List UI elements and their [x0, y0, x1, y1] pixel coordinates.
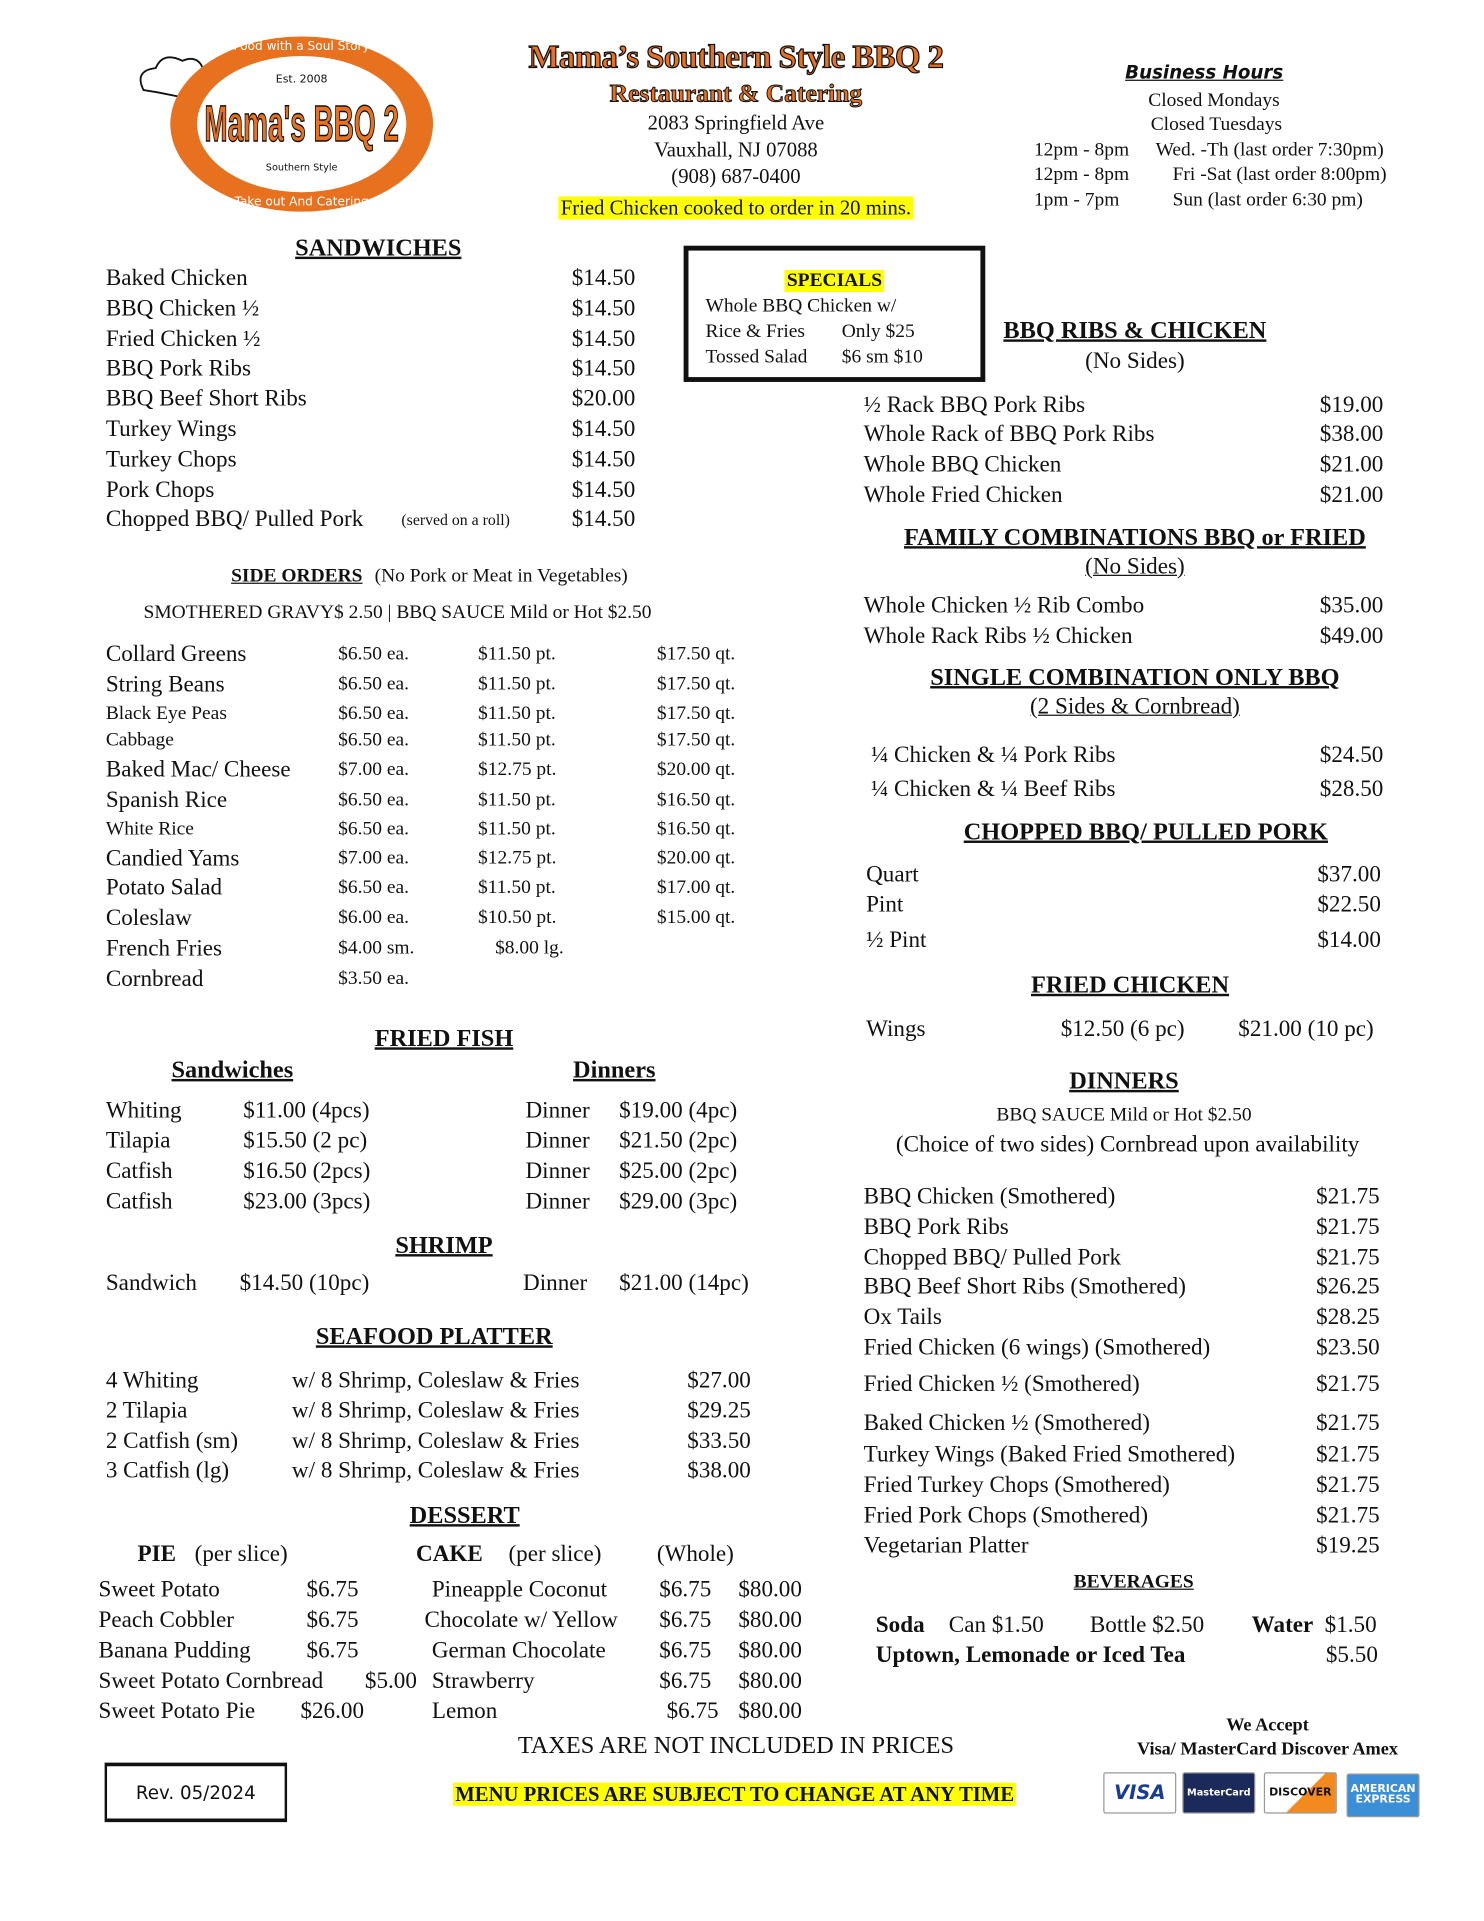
dessert-cell-2: Pineapple Coconut	[431, 1577, 608, 1603]
dessert-cell-2: Strawberry	[431, 1668, 535, 1694]
fried-cell-1: $12.50 (6 pc)	[1060, 1016, 1185, 1042]
ribs-cell-0: Whole Fried Chicken	[863, 482, 1063, 508]
pie-note: (per slice)	[194, 1541, 288, 1568]
dessert-cell-1: $6.75	[306, 1637, 359, 1664]
sides-cell-2: $11.50 pt.	[478, 789, 556, 811]
dessert-heading: DESSERT	[409, 1502, 520, 1530]
dinners-cell-1: $21.75	[1316, 1442, 1380, 1468]
soda-bottle-price: Bottle $2.50	[1089, 1612, 1205, 1638]
dinners-cell-1: $28.25	[1316, 1304, 1380, 1331]
dinners-cell-0: Chopped BBQ/ Pulled Pork	[863, 1244, 1122, 1271]
accepted-cards: Visa/ MasterCard Discover Amex	[1137, 1740, 1398, 1760]
special-price: $6 sm $10	[841, 346, 923, 368]
sides-cell-0: Cornbread	[105, 966, 204, 992]
platter-cell-0: 2 Tilapia	[105, 1398, 188, 1424]
taxes-notice: TAXES ARE NOT INCLUDED IN PRICES	[517, 1732, 955, 1759]
other-drinks-price: $5.50	[1325, 1642, 1378, 1669]
sides-cell-2: $11.50 pt.	[478, 673, 556, 695]
chopped-cell-0: ½ Pint	[866, 927, 927, 954]
dessert-cell-3: $6.75	[666, 1698, 719, 1725]
hours-days: Sun (last order 6:30 pm)	[1172, 189, 1363, 211]
ribs-cell-1: $38.00	[1319, 421, 1384, 448]
dinners-cell-0: Fried Pork Chops (Smothered)	[863, 1502, 1149, 1529]
restaurant-subtitle: Restaurant & Catering	[609, 78, 863, 108]
discover-icon: DISCOVER	[1264, 1772, 1337, 1813]
sides-cell-2: $10.50 pt.	[478, 907, 557, 929]
sides-cell-3: $17.00 qt.	[656, 877, 736, 898]
sandwiches-cell-2: $14.50	[571, 507, 636, 533]
sides-heading: SIDE ORDERS	[231, 565, 363, 587]
sides-cell-1: $6.50 ea.	[338, 818, 409, 840]
address-line-1: 2083 Springfield Ave	[647, 111, 825, 135]
sandwiches-cell-1: (served on a roll)	[401, 510, 510, 530]
shrimp-cell-2: Dinner	[523, 1270, 588, 1297]
sandwiches-cell-2: $14.50	[571, 326, 636, 352]
sides-cell-0: White Rice	[105, 818, 194, 840]
family-cell-0: Whole Rack Ribs ½ Chicken	[863, 623, 1133, 649]
sides-note: (No Pork or Meat in Vegetables)	[374, 565, 628, 587]
amex-icon: AMERICAN EXPRESS	[1347, 1774, 1420, 1818]
fish-cell-0: Tilapia	[105, 1128, 171, 1154]
sides-cell-0: Cabbage	[105, 729, 174, 751]
fish-cell-3: $29.00 (3pc)	[619, 1189, 738, 1215]
fish-cell-0: Catfish	[105, 1189, 173, 1215]
family-note: (No Sides)	[1085, 554, 1185, 580]
dessert-cell-3: $6.75	[659, 1668, 712, 1694]
restaurant-name: Mama’s Southern Style BBQ 2	[528, 38, 944, 75]
single-note: (2 Sides & Cornbread)	[1029, 693, 1240, 720]
platter-cell-1: w/ 8 Shrimp, Coleslaw & Fries	[291, 1367, 580, 1394]
sides-cell-2: $11.50 pt.	[478, 729, 556, 751]
hours-days: Wed. -Th (last order 7:30pm)	[1155, 139, 1384, 161]
special-item: Tossed Salad	[705, 346, 808, 368]
fish-cell-3: $25.00 (2pc)	[619, 1158, 738, 1185]
platter-cell-2: $38.00	[687, 1457, 751, 1484]
dinners-cell-1: $19.25	[1316, 1533, 1380, 1559]
sides-cell-0: String Beans	[105, 672, 225, 698]
sides-cell-0: Candied Yams	[105, 846, 240, 872]
dinners-cell-0: BBQ Beef Short Ribs (Smothered)	[863, 1274, 1186, 1300]
sides-cell-1: $6.50 ea.	[338, 703, 409, 724]
logo-ring-top: Food with a Soul Story	[233, 38, 370, 53]
sides-cell-1: $4.00 sm.	[338, 937, 415, 959]
sandwiches-cell-0: Turkey Wings	[105, 416, 237, 443]
dinners-cell-0: Turkey Wings (Baked Fried Smothered)	[863, 1442, 1236, 1468]
dinners-cell-0: Fried Turkey Chops (Smothered)	[863, 1472, 1170, 1498]
sandwiches-cell-2: $14.50	[571, 416, 636, 443]
dessert-cell-4: $80.00	[738, 1698, 802, 1725]
sides-cell-2: $11.50 pt.	[478, 818, 556, 840]
dinners-cell-1: $21.75	[1316, 1371, 1380, 1398]
platter-cell-2: $27.00	[687, 1367, 751, 1394]
family-heading: FAMILY COMBINATIONS BBQ or FRIED	[903, 524, 1366, 552]
ribs-cell-1: $21.00	[1319, 451, 1384, 478]
price-change-notice: MENU PRICES ARE SUBJECT TO CHANGE AT ANY TIME	[453, 1783, 1017, 1806]
platter-cell-0: 3 Catfish (lg)	[105, 1457, 230, 1484]
special-price: Only $25	[841, 321, 915, 342]
ribs-heading: BBQ RIBS & CHICKEN	[1003, 317, 1267, 345]
family-cell-1: $49.00	[1319, 623, 1384, 649]
sandwiches-cell-2: $14.50	[571, 295, 636, 322]
logo-est: Est. 2008	[275, 72, 328, 86]
sides-cell-0: Baked Mac/ Cheese	[105, 757, 291, 783]
chopped-cell-1: $14.00	[1317, 927, 1381, 954]
sides-cell-1: $6.50 ea.	[338, 729, 409, 751]
fish-dinners-heading: Dinners	[573, 1057, 656, 1084]
cake-note: (per slice)	[508, 1541, 602, 1568]
ribs-cell-0: Whole Rack of BBQ Pork Ribs	[863, 421, 1155, 448]
sides-cell-1: $6.50 ea.	[338, 643, 409, 665]
sandwiches-cell-2: $20.00	[571, 386, 636, 412]
sandwiches-cell-0: Fried Chicken ½	[105, 326, 261, 352]
sandwiches-cell-0: BBQ Pork Ribs	[105, 356, 251, 382]
family-cell-0: Whole Chicken ½ Rib Combo	[863, 592, 1145, 619]
sandwiches-cell-0: Turkey Chops	[105, 446, 237, 473]
dessert-cell-1: $26.00	[300, 1698, 365, 1725]
business-hours-title: Business Hours	[1125, 61, 1284, 84]
revision-box: Rev. 05/2024	[105, 1763, 287, 1823]
dinners-cell-1: $23.50	[1316, 1334, 1380, 1361]
sides-cell-0: Spanish Rice	[105, 787, 228, 814]
ribs-cell-1: $21.00	[1319, 482, 1384, 508]
cake-heading: CAKE	[416, 1541, 483, 1568]
closed-mondays: Closed Mondays	[1148, 90, 1280, 111]
fish-cell-2: Dinner	[525, 1097, 590, 1124]
dessert-cell-3: $6.75	[659, 1637, 712, 1664]
logo	[131, 32, 442, 217]
hours-days: Fri -Sat (last order 8:00pm)	[1172, 164, 1387, 185]
fish-cell-0: Catfish	[105, 1158, 173, 1185]
special-item: Rice & Fries	[705, 321, 805, 342]
fried-cell-0: Wings	[866, 1016, 926, 1042]
sides-cell-2: $11.50 pt.	[478, 877, 556, 898]
dessert-cell-1: $6.75	[306, 1577, 359, 1603]
dinners-cell-0: Fried Chicken ½ (Smothered)	[863, 1371, 1140, 1398]
sides-cell-1: $3.50 ea.	[338, 968, 409, 989]
dinners-cell-1: $21.75	[1316, 1244, 1380, 1271]
platter-cell-0: 4 Whiting	[105, 1367, 199, 1394]
fish-cell-2: Dinner	[525, 1158, 590, 1185]
shrimp-cell-0: Sandwich	[105, 1270, 197, 1297]
sandwiches-cell-0: BBQ Beef Short Ribs	[105, 386, 307, 412]
dessert-cell-4: $80.00	[738, 1607, 802, 1634]
dessert-cell-0: Peach Cobbler	[98, 1607, 234, 1634]
platter-cell-1: w/ 8 Shrimp, Coleslaw & Fries	[291, 1457, 580, 1484]
hours-time: 12pm - 8pm	[1033, 164, 1130, 185]
sides-cell-2: $12.75 pt.	[478, 759, 557, 780]
dinners-cell-0: Ox Tails	[863, 1304, 942, 1331]
dinners-cell-1: $21.75	[1316, 1502, 1380, 1529]
single-cell-1: $24.50	[1319, 742, 1384, 769]
single-cell-0: ¼ Chicken & ¼ Pork Ribs	[870, 742, 1116, 769]
sandwiches-cell-2: $14.50	[571, 476, 636, 503]
ribs-cell-1: $19.00	[1319, 392, 1384, 418]
we-accept: We Accept	[1226, 1715, 1309, 1736]
dinners-cell-0: BBQ Pork Ribs	[863, 1214, 1009, 1241]
logo-ring-bottom: Take out And Catering	[234, 194, 369, 209]
chopped-cell-1: $37.00	[1317, 861, 1381, 888]
soda-label: Soda	[875, 1612, 925, 1638]
sides-cell-0: Potato Salad	[105, 875, 223, 901]
dessert-cell-3: $6.75	[659, 1577, 712, 1603]
sandwiches-cell-0: BBQ Chicken ½	[105, 295, 260, 322]
sides-cell-0: Black Eye Peas	[105, 703, 227, 724]
single-cell-1: $28.50	[1319, 776, 1384, 803]
chopped-cell-0: Quart	[866, 861, 919, 888]
sides-cell-3: $20.00 qt.	[656, 759, 736, 780]
sides-cell-3: $17.50 qt.	[656, 729, 736, 751]
ribs-cell-0: Whole BBQ Chicken	[863, 451, 1062, 478]
dessert-cell-0: Sweet Potato Pie	[98, 1698, 256, 1725]
sides-cell-3: $17.50 qt.	[656, 703, 736, 724]
family-cell-1: $35.00	[1319, 592, 1384, 619]
sides-cell-0: Coleslaw	[105, 905, 192, 932]
chopped-heading: CHOPPED BBQ/ PULLED PORK	[963, 818, 1328, 846]
dessert-cell-2: Chocolate w/ Yellow	[424, 1607, 618, 1634]
platter-cell-2: $29.25	[687, 1398, 751, 1424]
platter-cell-0: 2 Catfish (sm)	[105, 1428, 239, 1455]
platter-cell-1: w/ 8 Shrimp, Coleslaw & Fries	[291, 1398, 580, 1424]
sides-cell-2: $8.00 lg.	[495, 937, 564, 959]
fish-cell-3: $21.50 (2pc)	[619, 1128, 738, 1154]
dessert-cell-2: Lemon	[431, 1698, 498, 1725]
sandwiches-cell-0: Pork Chops	[105, 476, 215, 503]
sides-cell-1: $7.00 ea.	[338, 759, 409, 780]
sides-cell-3: $16.50 qt.	[656, 789, 736, 811]
sides-cell-3: $17.50 qt.	[656, 643, 736, 665]
sides-cell-2: $11.50 pt.	[478, 643, 556, 665]
fish-cell-0: Whiting	[105, 1097, 182, 1124]
shrimp-cell-3: $21.00 (14pc)	[619, 1270, 749, 1297]
visa-icon: VISA	[1103, 1772, 1176, 1813]
dessert-cell-0: Sweet Potato Cornbread	[98, 1668, 324, 1694]
sandwiches-cell-2: $14.50	[571, 356, 636, 382]
sides-cell-2: $12.75 pt.	[478, 847, 557, 869]
platter-cell-1: w/ 8 Shrimp, Coleslaw & Fries	[291, 1428, 580, 1455]
fish-cell-1: $16.50 (2pcs)	[243, 1158, 371, 1185]
address-line-2: Vauxhall, NJ 07088	[654, 138, 818, 162]
chopped-cell-1: $22.50	[1317, 892, 1381, 918]
dinners-cell-1: $21.75	[1316, 1410, 1380, 1436]
soda-can-price: Can $1.50	[948, 1612, 1044, 1638]
sides-extras: SMOTHERED GRAVY$ 2.50 | BBQ SAUCE Mild or Hot $2.50	[143, 602, 652, 623]
sides-cell-0: French Fries	[105, 936, 223, 962]
dessert-cell-2: German Chocolate	[431, 1637, 606, 1664]
platter-cell-2: $33.50	[687, 1428, 751, 1455]
shrimp-heading: SHRIMP	[395, 1232, 493, 1259]
water-price: $1.50	[1324, 1612, 1377, 1638]
dinners-note-1: BBQ SAUCE Mild or Hot $2.50	[996, 1104, 1252, 1126]
phone: (908) 687-0400	[671, 164, 801, 188]
fish-cell-1: $11.00 (4pcs)	[243, 1097, 370, 1124]
dinners-heading: DINNERS	[1069, 1067, 1179, 1095]
dinners-cell-1: $26.25	[1316, 1274, 1380, 1300]
dessert-cell-0: Sweet Potato	[98, 1577, 220, 1603]
dessert-cell-3: $6.75	[659, 1607, 712, 1634]
fish-cell-1: $23.00 (3pcs)	[243, 1189, 371, 1215]
sides-cell-0: Collard Greens	[105, 641, 247, 668]
dinners-cell-0: Vegetarian Platter	[863, 1533, 1029, 1559]
fish-cell-2: Dinner	[525, 1189, 590, 1215]
platter-heading: SEAFOOD PLATTER	[315, 1323, 553, 1351]
sandwiches-heading: SANDWICHES	[295, 234, 462, 262]
logo-brand: Mama's BBQ 2	[204, 95, 399, 153]
chopped-cell-0: Pint	[866, 892, 904, 918]
shrimp-cell-1: $14.50 (10pc)	[239, 1270, 370, 1297]
dinners-cell-1: $21.75	[1316, 1472, 1380, 1498]
sandwiches-cell-2: $14.50	[571, 446, 636, 473]
dinners-cell-1: $21.75	[1316, 1184, 1380, 1210]
dessert-cell-0: Banana Pudding	[98, 1637, 251, 1664]
dessert-cell-1: $6.75	[306, 1607, 359, 1634]
dinners-cell-0: Fried Chicken (6 wings) (Smothered)	[863, 1334, 1211, 1361]
fish-cell-2: Dinner	[525, 1128, 590, 1154]
single-heading: SINGLE COMBINATION ONLY BBQ	[930, 664, 1340, 691]
sides-cell-1: $6.50 ea.	[338, 789, 409, 811]
fish-cell-3: $19.00 (4pc)	[619, 1097, 738, 1124]
hours-time: 1pm - 7pm	[1033, 189, 1120, 211]
pie-heading: PIE	[137, 1541, 176, 1568]
dinners-cell-1: $21.75	[1316, 1214, 1380, 1241]
sides-cell-3: $20.00 qt.	[656, 847, 736, 869]
dessert-cell-1: $5.00	[364, 1668, 417, 1694]
whole-heading: (Whole)	[656, 1541, 734, 1568]
dessert-cell-4: $80.00	[738, 1668, 802, 1694]
sides-cell-2: $11.50 pt.	[478, 703, 556, 724]
water-label: Water	[1251, 1612, 1314, 1638]
sides-cell-1: $6.00 ea.	[338, 907, 409, 929]
specials-title: SPECIALS	[784, 270, 884, 292]
dinners-note-2: (Choice of two sides) Cornbread upon availability	[895, 1131, 1360, 1158]
sides-cell-1: $6.50 ea.	[338, 673, 409, 695]
single-cell-0: ¼ Chicken & ¼ Beef Ribs	[870, 776, 1116, 803]
fried-chicken-notice: Fried Chicken cooked to order in 20 mins.	[558, 196, 913, 219]
dinners-cell-0: Baked Chicken ½ (Smothered)	[863, 1410, 1150, 1436]
dessert-cell-4: $80.00	[738, 1637, 802, 1664]
sides-cell-1: $6.50 ea.	[338, 877, 409, 898]
closed-tuesdays: Closed Tuesdays	[1150, 114, 1283, 136]
sides-cell-3: $15.00 qt.	[656, 907, 736, 929]
hours-time: 12pm - 8pm	[1033, 139, 1130, 161]
fish-cell-1: $15.50 (2 pc)	[243, 1128, 368, 1154]
sides-cell-3: $16.50 qt.	[656, 818, 736, 840]
mastercard-icon: MasterCard	[1182, 1772, 1255, 1813]
dessert-cell-4: $80.00	[738, 1577, 802, 1603]
fried-heading: FRIED CHICKEN	[1031, 971, 1230, 999]
beverages-heading: BEVERAGES	[1073, 1571, 1194, 1593]
ribs-cell-0: ½ Rack BBQ Pork Ribs	[863, 392, 1086, 418]
special-item: Whole BBQ Chicken w/	[705, 295, 897, 317]
sandwiches-cell-0: Baked Chicken	[105, 265, 248, 292]
sides-cell-1: $7.00 ea.	[338, 847, 409, 869]
dinners-cell-0: BBQ Chicken (Smothered)	[863, 1184, 1116, 1210]
logo-tagline: Southern Style	[265, 162, 338, 174]
fried-cell-2: $21.00 (10 pc)	[1238, 1016, 1374, 1042]
fish-sandwiches-heading: Sandwiches	[171, 1057, 294, 1084]
specials-box	[684, 246, 986, 382]
other-drinks-label: Uptown, Lemonade or Iced Tea	[875, 1642, 1186, 1669]
sandwiches-cell-0: Chopped BBQ/ Pulled Pork	[105, 507, 364, 533]
fish-heading: FRIED FISH	[374, 1025, 514, 1053]
sandwiches-cell-2: $14.50	[571, 265, 636, 292]
sides-cell-3: $17.50 qt.	[656, 673, 736, 695]
ribs-note: (No Sides)	[1085, 348, 1185, 375]
